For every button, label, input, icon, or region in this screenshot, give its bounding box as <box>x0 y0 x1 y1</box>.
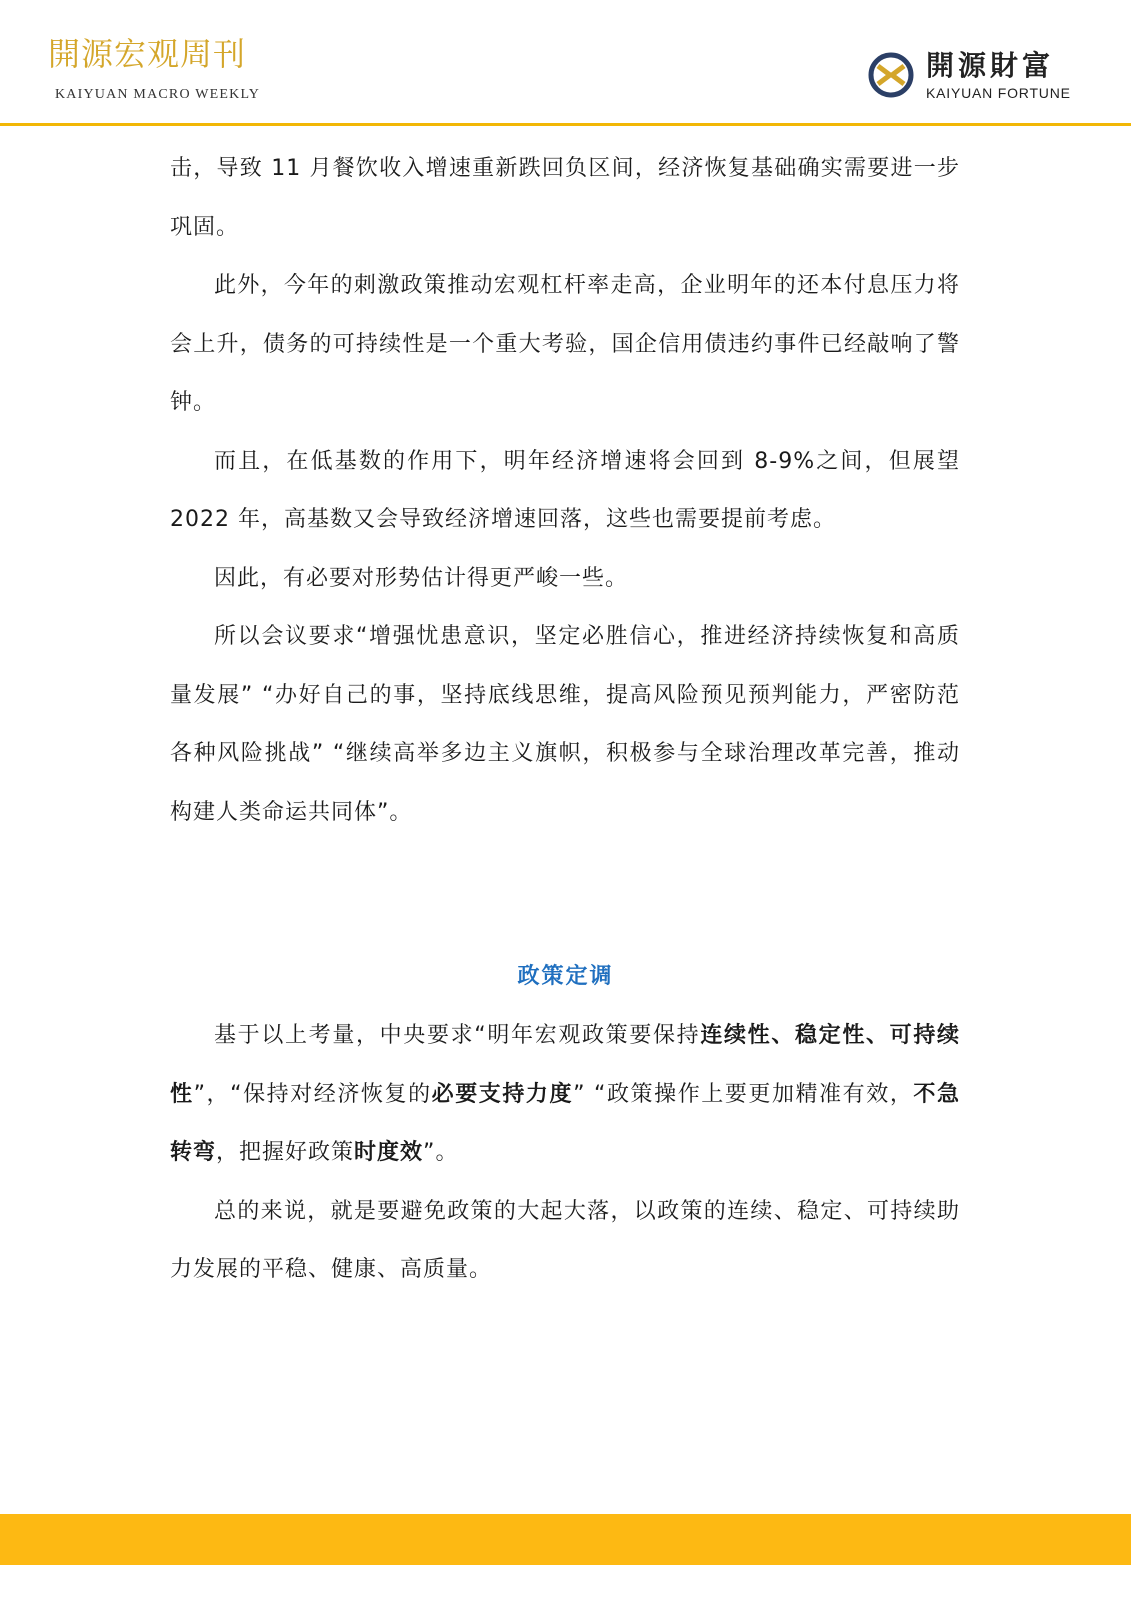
text-run: ”。 <box>423 1140 459 1165</box>
kaiyuan-logo <box>866 50 1076 106</box>
header-divider <box>0 123 1131 126</box>
section-text <box>170 1007 960 1300</box>
text-run: ，把握好政策 <box>216 1140 355 1165</box>
paragraph-5: 所以会议要求“增强忧患意识，坚定必胜信心，推进经济持续恢复和高质量发展” “办好自己的事，坚持底线思维，提高风险预见预判能力，严密防范各种风险挑战” “继续高举多边主义旗帜，积极参与全球治理改革完善，推动构建人类命运共同体”。 <box>170 624 960 825</box>
section-paragraph-1 <box>170 1007 960 1183</box>
paragraph-1: 击，导致 11 月餐饮收入增速重新跌回负区间，经济恢复基础确实需要进一步巩固。 <box>170 156 960 240</box>
paragraph-4: 因此，有必要对形势估计得更严峻一些。 <box>214 565 629 591</box>
bold-text: 连续性、稳定性、可持续性 <box>170 1023 960 1107</box>
main-text <box>170 140 960 842</box>
bold-text: 必要支持力度 <box>431 1081 574 1107</box>
footer-bar <box>0 1514 1131 1565</box>
kaiyuan-logo-icon <box>866 50 916 100</box>
paragraph-2: 此外，今年的刺激政策推动宏观杠杆率走高，企业明年的还本付息压力将会上升，债务的可持续性是一个重大考验，国企信用债违约事件已经敲响了警钟。 <box>170 273 960 415</box>
logo-english-text: KAIYUAN FORTUNE <box>926 85 1071 101</box>
brand-subtitle: KAIYUAN MACRO WEEKLY <box>55 87 261 102</box>
section-heading: 政策定调 <box>517 964 614 989</box>
bold-text: 时度效 <box>354 1140 424 1165</box>
section-paragraph-2: 总的来说，就是要避免政策的大起大落，以政策的连续、稳定、可持续助力发展的平稳、健康、高质量。 <box>170 1198 960 1282</box>
page-header <box>0 0 1131 126</box>
paragraph-3: 而且，在低基数的作用下，明年经济增速将会回到 8-9%之间，但展望 2022 年，高基数又会导致经济增速回落，这些也需要提前考虑。 <box>170 448 960 532</box>
text-run: 基于以上考量，中央要求“明年宏观政策要保持 <box>214 1023 701 1048</box>
bold-text: 不急转弯 <box>170 1081 960 1165</box>
text-run: ” “政策操作上要更加精准有效， <box>573 1081 914 1107</box>
text-run: ”，“保持对经济恢复的 <box>193 1081 432 1107</box>
brand-title: 開源宏观周刊 <box>48 35 247 73</box>
logo-chinese-text: 開源財富 <box>926 49 1055 82</box>
